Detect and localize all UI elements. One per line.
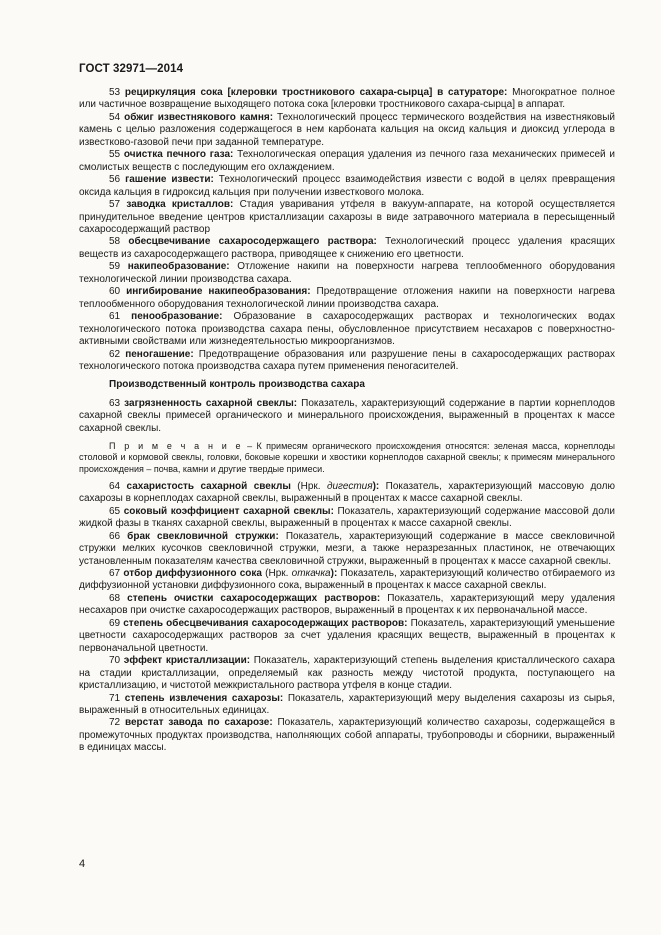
document-header: ГОСТ 32971—2014: [79, 63, 184, 75]
item-number: 56: [109, 174, 121, 186]
item-definition: Показатель, характеризующий степень выделения кристаллического сахара на стадии кристаллизации, определяемый как разность между чистотой продукта, поступающего на кристаллизацию, и чистотой межкристального раствора утфеля в конце стадии.: [79, 655, 615, 692]
definition-item: [79, 286, 615, 311]
item-term: ингибирование накипеобразования:: [126, 286, 311, 298]
item-term: загрязненность сахарной свеклы:: [124, 397, 298, 409]
item-number: 58: [109, 236, 121, 248]
item-definition: Отложение накипи на поверхности нагрева теплообменного оборудования технологической линии производства сахара.: [79, 261, 615, 285]
item-term: степень обесцвечивания сахаросодержащих растворов:: [123, 617, 408, 629]
item-term: пеногашение:: [125, 348, 194, 360]
item-term: сахаристость сахарной свеклы: [126, 480, 291, 492]
item-term: гашение извести:: [125, 174, 214, 186]
definition-item: [79, 199, 615, 236]
definition-item: [79, 174, 615, 199]
item-definition: Показатель, характеризующий содержание массовой доли жидкой фазы в тканях сахарной свеклы, выраженный в процентах к массе сахарной свеклы.: [79, 505, 615, 530]
item-definition: Показатель, характеризующий массовую долю сахарозы в корнеплодах сахарной свеклы, выраженный в процентах к массе сахарной свеклы.: [79, 480, 615, 505]
definitions-list-3: [79, 481, 615, 755]
definition-item: [79, 481, 615, 506]
item-term: обжиг известнякового камня:: [124, 111, 274, 123]
item-definition: Показатель, характеризующий содержание в массе свекловичной стружки мелких кусочков свекловичной стружки, мезги, а также неразрезанных пластинок, не отвечающих установленным показателям качества свекловичной стружки, выраженный в процентах к массе сахарной свеклы.: [79, 530, 616, 567]
definition-item: [79, 349, 615, 374]
item-note-post: ):: [372, 480, 380, 492]
definition-item: [79, 618, 615, 655]
item-number: 67: [109, 568, 121, 580]
item-definition: Предотвращение образования или разрушение пены в сахаросодержащих растворах технологического потока производства сахара путем применения пеногасителей.: [79, 348, 615, 372]
definition-item: [79, 112, 615, 149]
definition-item: [79, 506, 615, 531]
definition-item: [79, 531, 615, 568]
item-definition: Многократное полное или частичное возвращение выходящего потока сока [клеровки тростникового сахара-сырца] в аппарат.: [79, 87, 616, 111]
item-note-italic: дигестия: [326, 480, 373, 492]
item-definition: Технологический процесс термического воздействия на известняковый камень с целью разложения содержащегося в нем карбоната кальция на оксид кальция и диоксид углерода в известково-газовой печи при заданной температуре.: [79, 111, 616, 148]
definition-item: [79, 593, 615, 618]
item-number: 62: [109, 348, 121, 360]
item-number: 53: [109, 87, 121, 98]
item-term: очистка печного газа:: [123, 149, 234, 161]
item-term: заводка кристаллов:: [126, 199, 234, 211]
item-number: 54: [109, 111, 121, 123]
item-note-italic: откачка: [291, 568, 331, 580]
definition-item: [79, 311, 615, 348]
item-number: 69: [109, 617, 121, 629]
item-number: 64: [109, 480, 121, 492]
item-number: 68: [109, 592, 121, 604]
definition-item: [79, 87, 615, 112]
item-note-post: ):: [330, 568, 338, 580]
page-number: 4: [79, 858, 86, 870]
item-number: 71: [109, 692, 121, 704]
item-definition: Предотвращение отложения накипи на поверхности нагрева теплообменного оборудования технологической линии производства сахара.: [79, 286, 615, 310]
definitions-list-1: [79, 87, 615, 373]
definitions-list-2: [79, 398, 615, 435]
item-number: 72: [109, 717, 121, 729]
definition-item: [79, 693, 615, 718]
item-term: степень извлечения сахарозы:: [124, 692, 284, 704]
item-definition: Технологический процесс взаимодействия извести с водой в целях превращения оксида кальция в гидроксид кальция при получении известкового молока.: [79, 174, 616, 198]
item-number: 55: [109, 149, 121, 161]
item-definition: Показатель, характеризующий количество сахарозы, содержащейся в промежуточных продуктах производства, наполняющих собой аппараты, трубопроводы и сборники, выраженный в единицах массы.: [79, 717, 616, 754]
item-term: верстат завода по сахарозе:: [124, 717, 273, 729]
item-term: соковый коэффициент сахарной свеклы:: [123, 505, 334, 517]
definition-item: [79, 398, 615, 435]
definition-item: [79, 655, 615, 692]
item-note-pre: (Нрк.: [261, 568, 292, 580]
item-term: рециркуляция сока [клеровки тростникового сахара-сырца] в сатураторе:: [124, 87, 508, 98]
item-term: брак свекловичной стружки:: [127, 530, 279, 542]
note-label: П р и м е ч а н и е: [109, 441, 243, 452]
definition-item: [79, 717, 615, 754]
item-number: 70: [109, 655, 121, 667]
item-term: отбор диффузионного сока: [123, 568, 262, 580]
item-definition: Технологическая операция удаления из печного газа механических примесей и смолистых веществ с последующим его охлаждением.: [79, 149, 616, 173]
item-number: 60: [109, 286, 121, 298]
item-number: 65: [109, 505, 121, 517]
definition-item: [79, 261, 615, 286]
item-term: обесцвечивание сахаросодержащего раствора:: [128, 236, 377, 248]
section-title: Производственный контроль производства сахара: [109, 379, 365, 391]
item-number: 66: [109, 530, 121, 542]
item-term: пенообразование:: [131, 311, 223, 323]
item-term: накипеобразование:: [127, 261, 230, 273]
definition-item: [79, 236, 615, 261]
note-text: – К примесям органического происхождения относятся: зеленая масса, корнеплоды столовой и кормовой свеклы, головки, боковые корешки и хвостики корнеплодов сахарной свеклы; к примесям минерального происхождения – почва, камни и другие твердые примеси.: [79, 441, 615, 474]
note: [79, 441, 615, 475]
item-definition: Образование в сахаросодержащих растворах и технологических водах технологического потока производства сахара пены, обусловленное присутствием несахаров с поверхностно-активными свойствами или жизнедеятельностью микроорганизмов.: [79, 311, 615, 348]
item-definition: Стадия уваривания утфеля в вакуум-аппарате, на которой осуществляется принудительное введение центров кристаллизации сахарозы в виде затравочного материала в пересыщенный сахаросодержащий раствор: [79, 199, 615, 235]
item-definition: Показатель, характеризующий содержание в партии корнеплодов сахарной свеклы примесей органического и минерального происхождения, выраженный в процентах к массе сахарной свеклы.: [79, 397, 616, 434]
item-definition: Показатель, характеризующий количество отбираемого из диффузионной установки диффузионного сока, выраженный в процентах к массе сахарной свеклы.: [79, 568, 616, 592]
definition-item: [79, 149, 615, 174]
document-body: [79, 87, 615, 755]
item-number: 59: [109, 261, 121, 273]
item-note-pre: (Нрк.: [290, 480, 327, 492]
item-number: 61: [109, 311, 121, 323]
item-definition: Показатель, характеризующий меру удаления несахаров при очистке сахаросодержащих растворов, выраженный в процентах к их первоначальной массе.: [79, 592, 616, 617]
item-number: 63: [109, 397, 121, 409]
item-number: 57: [109, 199, 121, 211]
item-term: степень очистки сахаросодержащих растворов:: [127, 592, 381, 604]
item-definition: Технологический процесс удаления красящих веществ из сахаросодержащего раствора, приводящее к снижению его цветности.: [79, 236, 616, 260]
item-term: эффект кристаллизации:: [123, 655, 251, 667]
item-definition: Показатель, характеризующий меру выделения сахарозы из сырья, выраженный в относительных единицах.: [79, 692, 615, 716]
definition-item: [79, 568, 615, 593]
item-definition: Показатель, характеризующий уменьшение цветности сахаросодержащих растворов за счет удаления красящих веществ, выраженный в процентах к первоначальной цветности.: [79, 617, 615, 654]
